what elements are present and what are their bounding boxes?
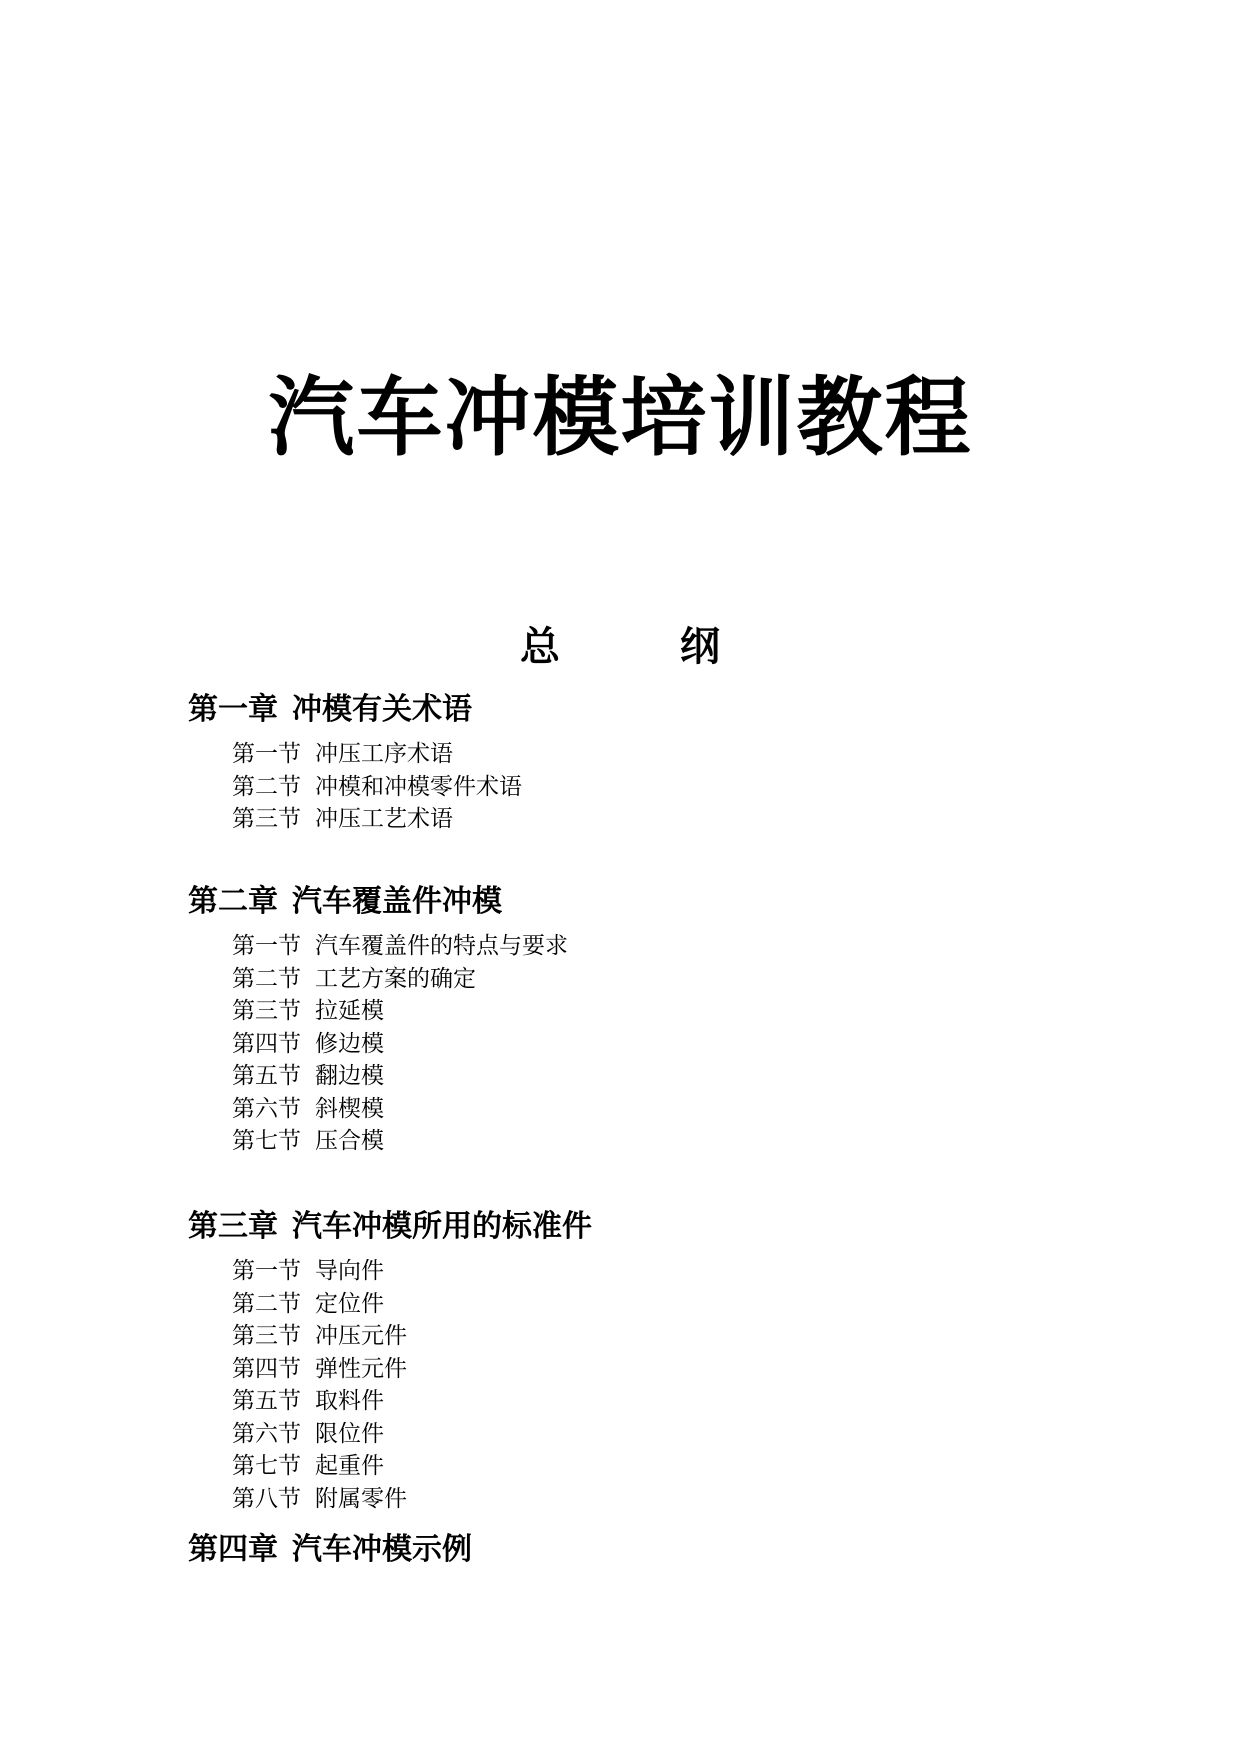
section-title: 附属零件: [315, 1485, 407, 1512]
section-number: 第六节: [232, 1095, 301, 1122]
section-item: [232, 1060, 568, 1093]
section-title: 工艺方案的确定: [315, 965, 476, 992]
chapter-2: [188, 882, 568, 1158]
section-list: [232, 930, 568, 1158]
section-title: 取料件: [315, 1388, 384, 1414]
section-number: 第四节: [232, 1030, 301, 1057]
chapter-number: 第四章: [188, 1532, 278, 1567]
section-number: 第三节: [232, 806, 301, 832]
section-number: 第一节: [232, 933, 301, 959]
section-item: [232, 1450, 592, 1483]
section-item: [232, 995, 568, 1028]
section-number: 第二节: [232, 1290, 301, 1317]
chapter-number: 第二章: [188, 884, 278, 919]
section-item: [232, 930, 568, 963]
section-title: 冲压工艺术语: [315, 806, 453, 832]
outline-heading-char-2: 纲: [680, 624, 720, 670]
section-title: 冲模和冲模零件术语: [315, 773, 522, 800]
section-number: 第一节: [232, 1258, 301, 1284]
section-item: [232, 1320, 592, 1353]
outline-heading: [520, 622, 720, 672]
section-title: 压合模: [315, 1128, 384, 1154]
section-number: 第七节: [232, 1128, 301, 1154]
chapter-title: 汽车冲模示例: [292, 1532, 472, 1567]
section-list: [232, 738, 522, 836]
section-number: 第三节: [232, 1323, 301, 1349]
section-title: 翻边模: [315, 1063, 384, 1089]
section-item: [232, 1093, 568, 1126]
chapter-title: 汽车覆盖件冲模: [292, 884, 502, 919]
section-item: [232, 738, 522, 771]
section-number: 第四节: [232, 1355, 301, 1382]
section-list: [232, 1255, 592, 1515]
section-number: 第五节: [232, 1388, 301, 1414]
chapter-heading: [188, 882, 568, 922]
section-item: [232, 1288, 592, 1321]
section-item: [232, 1418, 592, 1451]
section-number: 第三节: [232, 998, 301, 1024]
section-item: [232, 1028, 568, 1061]
section-item: [232, 1385, 592, 1418]
section-number: 第一节: [232, 741, 301, 767]
section-item: [232, 803, 522, 836]
section-item: [232, 963, 568, 996]
section-number: 第七节: [232, 1453, 301, 1479]
chapter-number: 第三章: [188, 1209, 278, 1244]
section-item: [232, 771, 522, 804]
document-title: 汽车冲模培训教程: [268, 367, 973, 468]
section-title: 冲压工序术语: [315, 741, 453, 767]
section-number: 第六节: [232, 1420, 301, 1447]
section-item: [232, 1483, 592, 1516]
section-title: 起重件: [315, 1453, 384, 1479]
section-title: 限位件: [315, 1420, 384, 1447]
section-item: [232, 1353, 592, 1386]
section-title: 拉延模: [315, 998, 384, 1024]
section-title: 修边模: [315, 1030, 384, 1057]
section-title: 定位件: [315, 1290, 384, 1317]
section-number: 第二节: [232, 773, 301, 800]
chapter-3: [188, 1207, 592, 1515]
section-title: 导向件: [315, 1258, 384, 1284]
section-item: [232, 1255, 592, 1288]
chapter-heading: [188, 1530, 472, 1570]
outline-heading-char-1: 总: [520, 624, 560, 670]
section-title: 斜楔模: [315, 1095, 384, 1122]
chapter-title: 汽车冲模所用的标准件: [292, 1209, 592, 1244]
section-number: 第二节: [232, 965, 301, 992]
chapter-number: 第一章: [188, 692, 278, 727]
chapter-1: [188, 690, 522, 836]
chapter-4: [188, 1530, 472, 1570]
section-title: 弹性元件: [315, 1355, 407, 1382]
chapter-title: 冲模有关术语: [292, 692, 472, 727]
section-number: 第五节: [232, 1063, 301, 1089]
section-title: 冲压元件: [315, 1323, 407, 1349]
chapter-heading: [188, 690, 522, 730]
chapter-heading: [188, 1207, 592, 1247]
section-number: 第八节: [232, 1485, 301, 1512]
section-item: [232, 1125, 568, 1158]
section-title: 汽车覆盖件的特点与要求: [315, 933, 568, 959]
